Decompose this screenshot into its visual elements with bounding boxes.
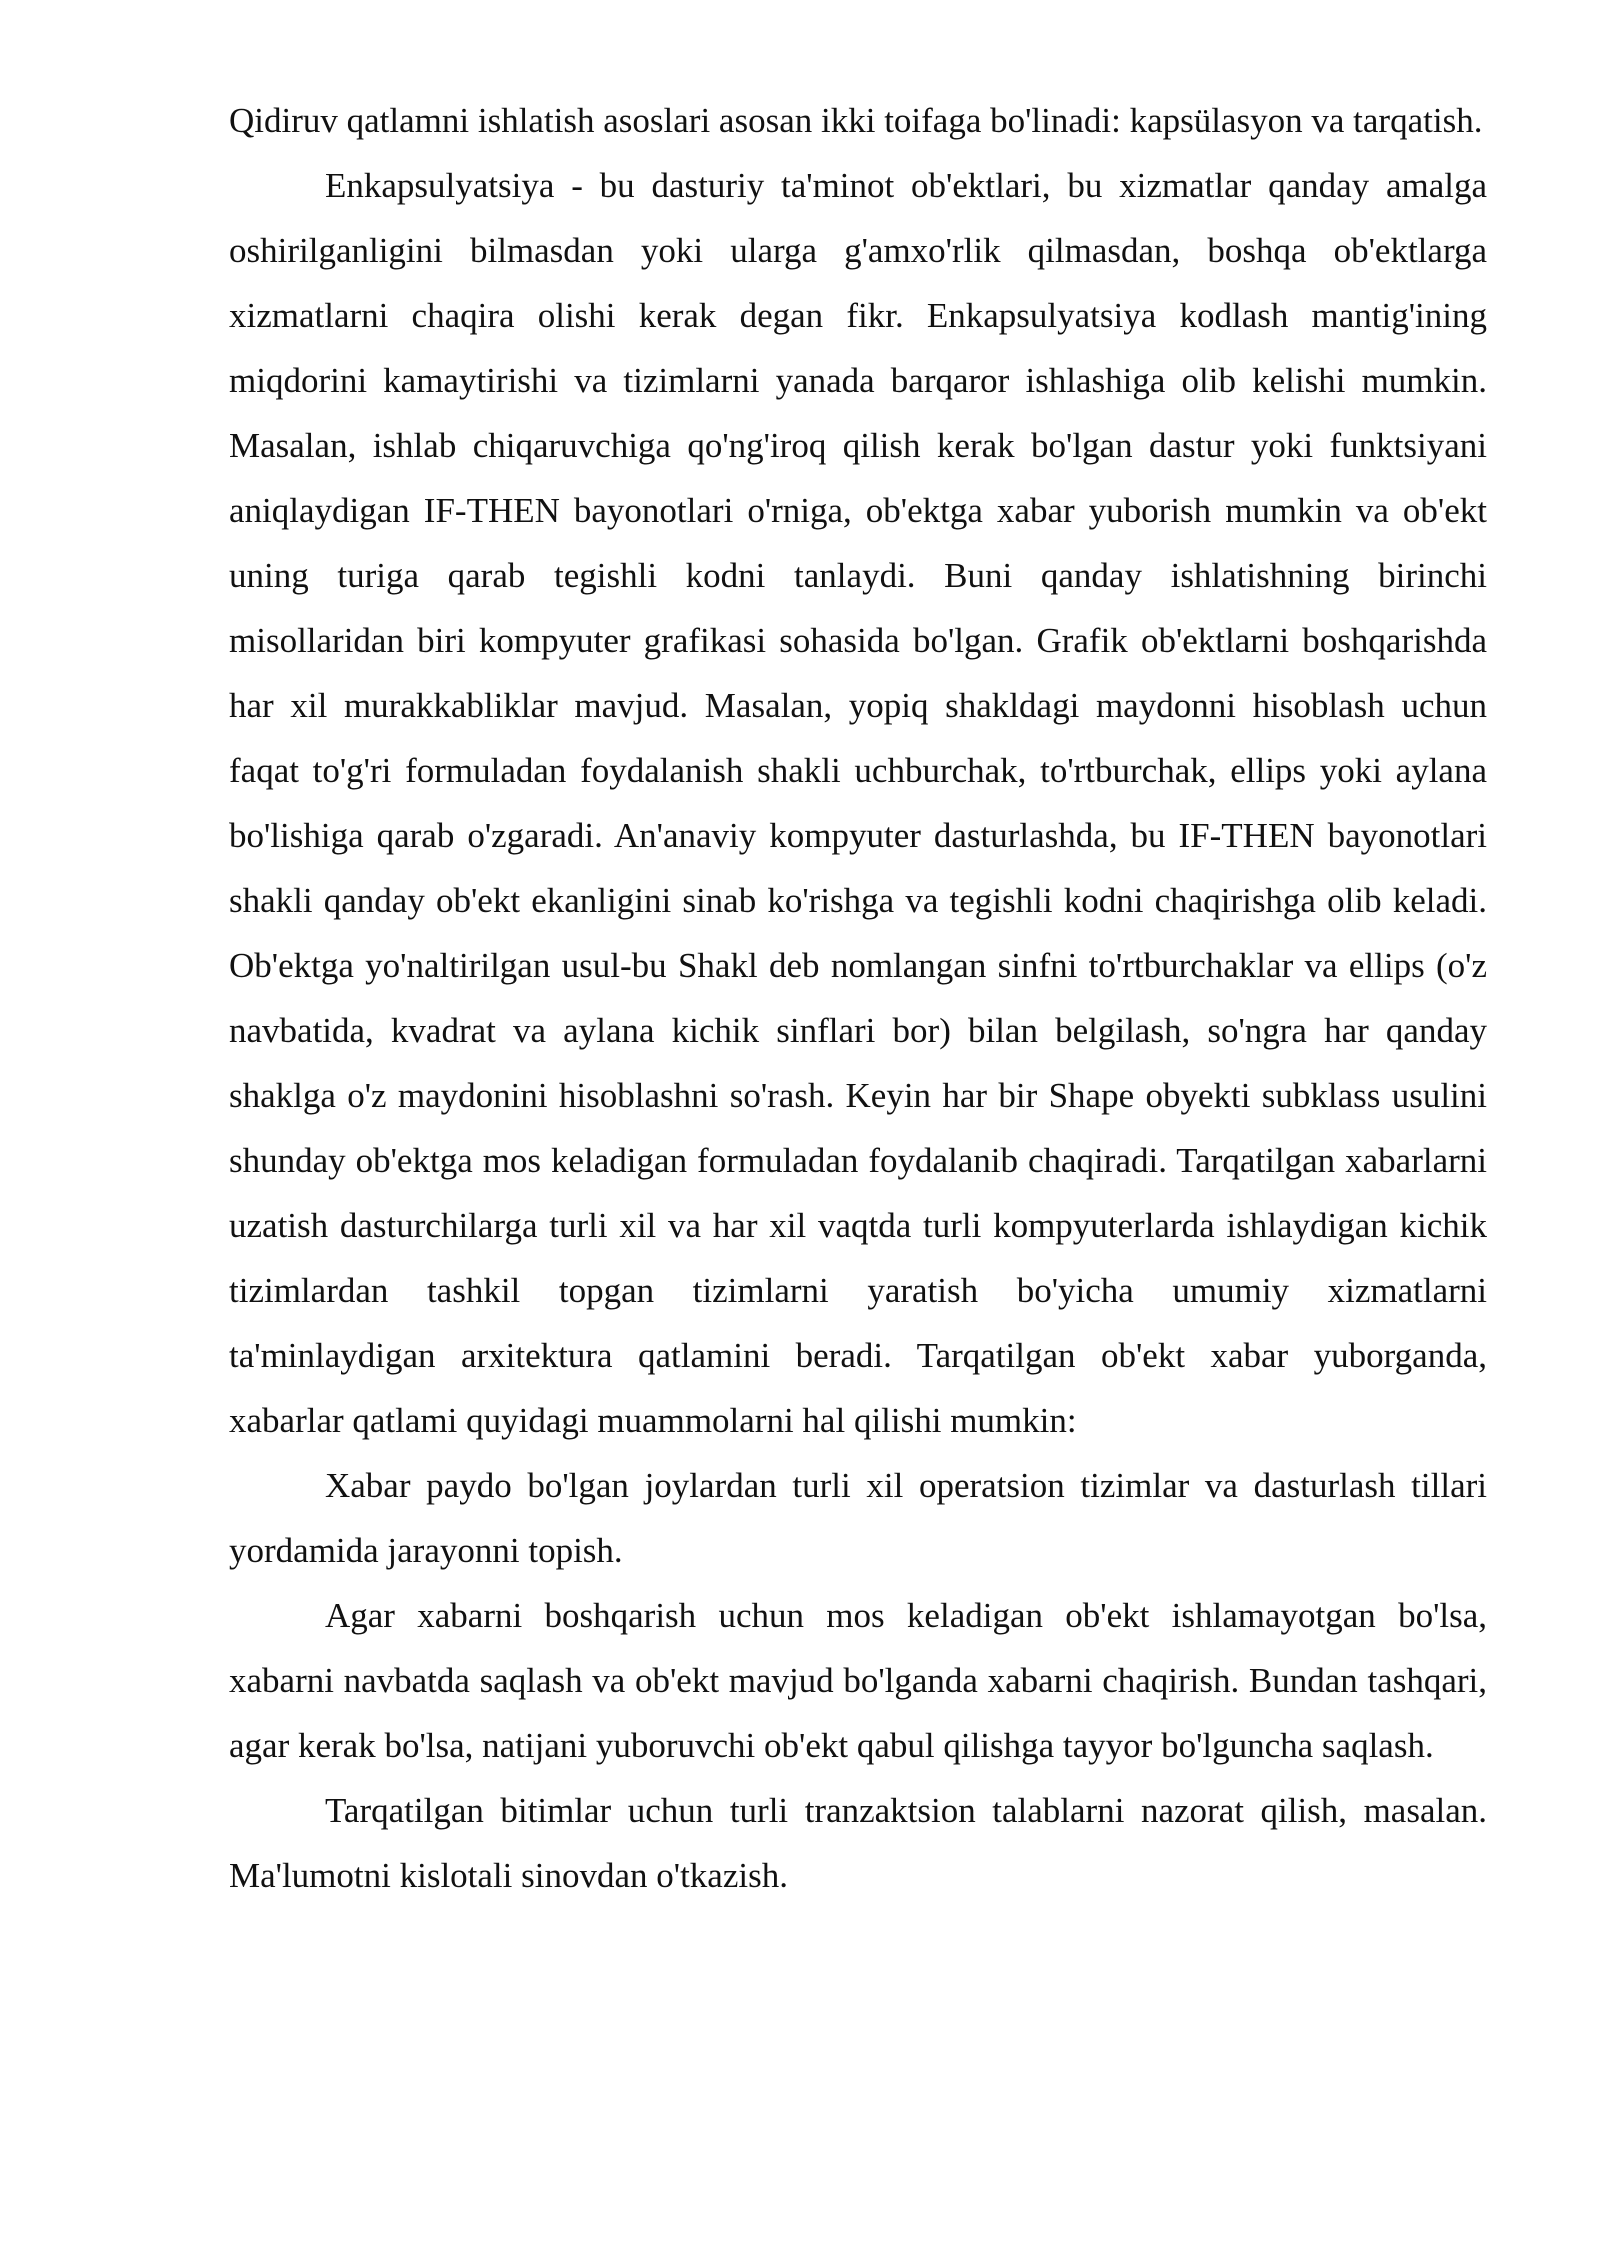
document-page (229, 88, 1487, 1908)
paragraph-transactions: Tarqatilgan bitimlar uchun turli tranzaktsion talablarni nazorat qilish, masalan. Ma'lumotni kislotali sinovdan o'tkazish. (229, 1791, 1487, 1895)
paragraph-intro: Qidiruv qatlamni ishlatish asoslari asosan ikki toifaga bo'linadi: kapsülasyon va tarqatish. (229, 101, 1483, 140)
paragraph-locate-process: Xabar paydo bo'lgan joylardan turli xil operatsion tizimlar va dasturlash tillari yordamida jarayonni topish. (229, 1466, 1487, 1570)
paragraph-encapsulation: Enkapsulyatsiya - bu dasturiy ta'minot ob'ektlari, bu xizmatlar qanday amalga oshirilganligini bilmasdan yoki ularga g'amxo'rlik qilmasdan, boshqa ob'ektlarga xizmatlarni chaqira olishi kerak degan fikr. Enkapsulyatsiya kodlash mantig'ining miqdorini kamaytirishi va tizimlarni yanada barqaror ishlashiga olib kelishi mumkin. Masalan, ishlab chiqaruvchiga qo'ng'iroq qilish kerak bo'lgan dastur yoki funktsiyani aniqlaydigan IF-THEN bayonotlari o'rniga, ob'ektga xabar yuborish mumkin va ob'ekt uning turiga qarab tegishli kodni tanlaydi. Buni qanday ishlatishning birinchi misollaridan biri kompyuter grafikasi sohasida bo'lgan. Grafik ob'ektlarni boshqarishda har xil murakkabliklar mavjud. Masalan, yopiq shakldagi maydonni hisoblash uchun faqat to'g'ri formuladan foydalanish shakli uchburchak, to'rtburchak, ellips yoki aylana bo'lishiga qarab o'zgaradi. An'anaviy kompyuter dasturlashda, bu IF-THEN bayonotlari shakli qanday ob'ekt ekanligini sinab ko'rishga va tegishli kodni chaqirishga olib keladi. Ob'ektga yo'naltirilgan usul-bu Shakl deb nomlangan sinfni to'rtburchaklar va ellips (o'z navbatida, kvadrat va aylana kichik sinflari bor) bilan belgilash, so'ngra har qanday shaklga o'z maydonini hisoblashni so'rash. Keyin har bir Shape obyekti subklass usulini shunday ob'ektga mos keladigan formuladan foydalanib chaqiradi. Tarqatilgan xabarlarni uzatish dasturchilarga turli xil va har xil vaqtda turli kompyuterlarda ishlaydigan kichik tizimlardan tashkil topgan tizimlarni yaratish bo'yicha umumiy xizmatlarni ta'minlaydigan arxitektura qatlamini beradi. Tarqatilgan ob'ekt xabar yuborganda, xabarlar qatlami quyidagi muammolarni hal qilishi mumkin: (229, 166, 1487, 1440)
paragraph-queue-message: Agar xabarni boshqarish uchun mos keladigan ob'ekt ishlamayotgan bo'lsa, xabarni navbatda saqlash va ob'ekt mavjud bo'lganda xabarni chaqirish. Bundan tashqari, agar kerak bo'lsa, natijani yuboruvchi ob'ekt qabul qilishga tayyor bo'lguncha saqlash. (229, 1596, 1487, 1765)
